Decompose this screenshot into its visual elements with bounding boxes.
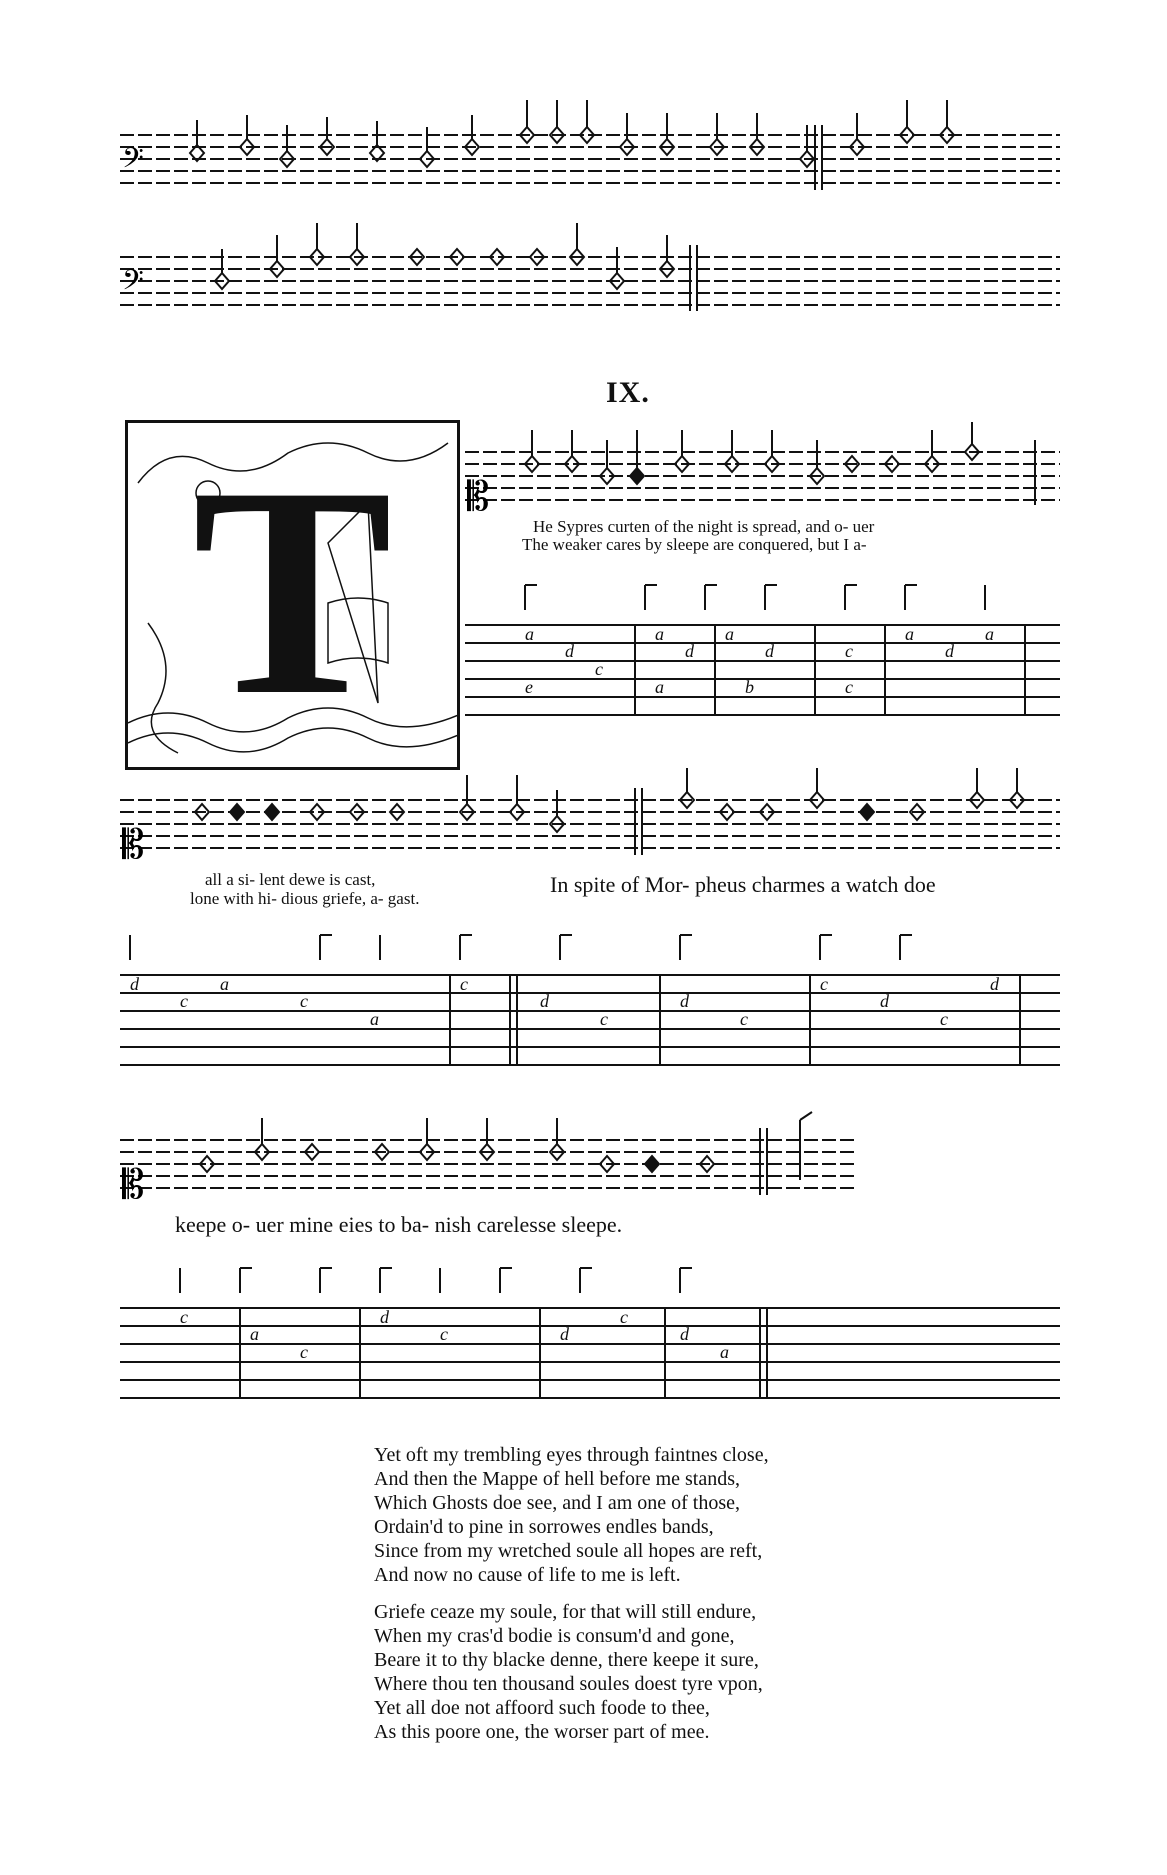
poem-line: As this poore one, the worser part of mee. <box>374 1721 710 1743</box>
poem-line: And then the Mappe of hell before me stands, <box>374 1468 741 1490</box>
svg-text:d: d <box>990 974 999 994</box>
svg-text:d: d <box>680 991 689 1011</box>
svg-text:a: a <box>250 1324 259 1344</box>
svg-text:𝄡: 𝄡 <box>122 822 145 860</box>
svg-text:c: c <box>820 974 828 994</box>
tablature-3 <box>120 1258 1065 1428</box>
svg-text:c: c <box>845 641 853 661</box>
svg-text:c: c <box>595 659 603 679</box>
treble-staff-1 <box>465 420 1065 515</box>
svg-text:a: a <box>370 1009 379 1029</box>
poem-line: Beare it to thy blacke denne, there keepe it sure, <box>374 1649 759 1671</box>
lyric-system1-line2: The weaker cares by sleepe are conquered, but I a- <box>522 535 867 554</box>
svg-text:a: a <box>655 624 664 644</box>
svg-text:a: a <box>220 974 229 994</box>
initial-letter: T <box>192 425 393 757</box>
poem-line: When my cras'd bodie is consum'd and gone, <box>374 1625 735 1647</box>
poem-line: Which Ghosts doe see, and I am one of those, <box>374 1492 741 1514</box>
svg-text:c: c <box>440 1324 448 1344</box>
lyric-system1-line1: He Sypres curten of the night is spread, and o- uer <box>533 517 875 536</box>
svg-text:a: a <box>655 677 664 697</box>
svg-text:𝄢: 𝄢 <box>122 142 144 182</box>
svg-text:c: c <box>180 1307 188 1327</box>
decorated-initial <box>125 420 460 770</box>
svg-text:d: d <box>680 1324 689 1344</box>
svg-text:d: d <box>380 1307 389 1327</box>
bass-staff-top-2 <box>120 215 1065 325</box>
svg-text:d: d <box>685 641 694 661</box>
poem-line: Since from my wretched soule all hopes are reft, <box>374 1540 763 1562</box>
svg-text:𝄢: 𝄢 <box>122 264 144 304</box>
svg-text:c: c <box>300 1342 308 1362</box>
svg-text:c: c <box>180 991 188 1011</box>
treble-staff-2 <box>120 760 1065 860</box>
svg-text:a: a <box>725 624 734 644</box>
svg-text:c: c <box>845 677 853 697</box>
svg-text:d: d <box>130 974 139 994</box>
svg-text:a: a <box>985 624 994 644</box>
svg-text:d: d <box>880 991 889 1011</box>
lyric-system2-right: In spite of Mor- pheus charmes a watch doe <box>550 872 936 897</box>
poem-line: Yet all doe not affoord such foode to thee, <box>374 1697 710 1719</box>
svg-text:𝄡: 𝄡 <box>122 1162 145 1200</box>
svg-text:d: d <box>565 641 574 661</box>
poem-line: Griefe ceaze my soule, for that will still endure, <box>374 1601 757 1623</box>
tablature-2 <box>120 925 1065 1095</box>
poem-line: And now no cause of life to me is left. <box>374 1564 681 1586</box>
svg-text:d: d <box>945 641 954 661</box>
svg-text:d: d <box>540 991 549 1011</box>
svg-text:b: b <box>745 677 754 697</box>
poem-line: Where thou ten thousand soules doest tyre vpon, <box>374 1673 763 1695</box>
poem-line: Yet oft my trembling eyes through faintnes close, <box>374 1444 769 1466</box>
treble-staff-3 <box>120 1100 1065 1200</box>
svg-text:d: d <box>765 641 774 661</box>
bass-staff-top-1 <box>120 95 1065 205</box>
lyric-system2-left-line1: all a si- lent dewe is cast, <box>205 870 376 889</box>
song-number: IX. <box>606 376 650 409</box>
poem-stanza-2 <box>374 1600 763 1744</box>
svg-text:c: c <box>940 1009 948 1029</box>
svg-text:c: c <box>600 1009 608 1029</box>
svg-text:a: a <box>525 624 534 644</box>
svg-text:c: c <box>740 1009 748 1029</box>
tablature-1 <box>465 575 1065 765</box>
svg-text:a: a <box>905 624 914 644</box>
svg-text:a: a <box>720 1342 729 1362</box>
svg-text:𝄡: 𝄡 <box>467 474 490 515</box>
svg-text:e: e <box>525 677 533 697</box>
svg-text:c: c <box>620 1307 628 1327</box>
svg-text:c: c <box>300 991 308 1011</box>
lyric-system2-left-line2: lone with hi- dious griefe, a- gast. <box>190 889 420 908</box>
poem-line: Ordain'd to pine in sorrowes endles bands, <box>374 1516 714 1538</box>
poem-stanza-1 <box>374 1443 769 1587</box>
svg-text:d: d <box>560 1324 569 1344</box>
lyric-system3: keepe o- uer mine eies to ba- nish carelesse sleepe. <box>175 1212 623 1237</box>
svg-text:c: c <box>460 974 468 994</box>
